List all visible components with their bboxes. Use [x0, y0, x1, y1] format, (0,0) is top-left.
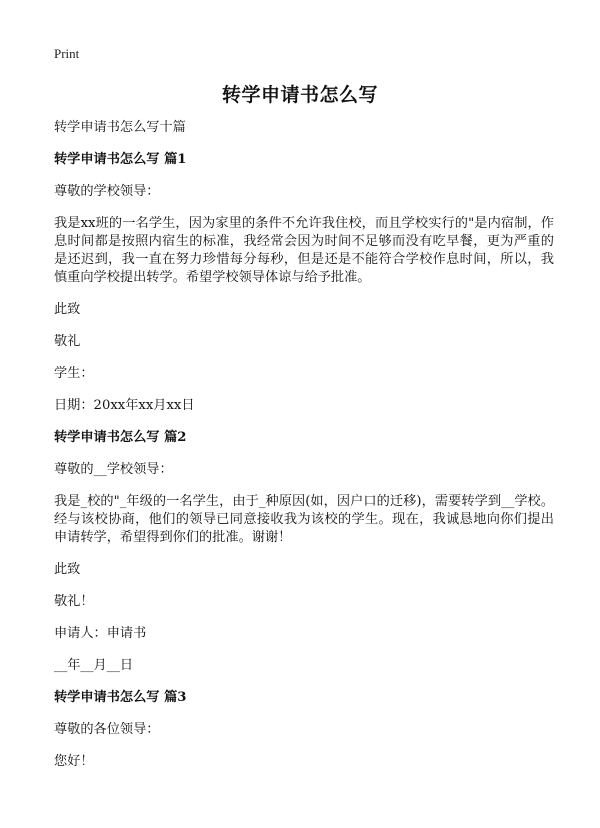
section-2-closing-1: 此致 [54, 562, 81, 577]
section-1-closing-1: 此致 [54, 302, 81, 317]
section-heading-3: 转学申请书怎么写 篇3 [54, 690, 187, 705]
section-2-date: __年__月__日 [54, 658, 134, 673]
section-1-body: 我是xx班的一名学生，因为家里的条件不允许我住校，而且学校实行的"是内宿制，作息时间都是按照内宿生的标准，我经常会因为时间不足够而没有吃早餐，更为严重的是还迟到，我一直在努力珍惜每分每秒，但是还是不能符合学校作息时间，所以，我慎重向学校提出转学。希望学校领导体谅与给予批准。 [54, 216, 554, 285]
document-content [54, 119, 554, 785]
section-heading-1: 转学申请书怎么写 篇1 [54, 152, 187, 167]
section-1-closing-2: 敬礼 [54, 334, 81, 349]
document-subtitle: 转学申请书怎么写十篇 [54, 120, 186, 135]
section-3-body: 您好！ [54, 754, 94, 769]
section-2-closing-2: 敬礼！ [54, 594, 94, 609]
section-heading-2: 转学申请书怎么写 篇2 [54, 430, 187, 445]
section-1-greeting: 尊敬的学校领导： [54, 184, 160, 199]
section-2-body: 我是_校的"_年级的一名学生，由于_种原因(如，因户口的迁移)，需要转学到__学校。经与该校协商，他们的领导已同意接收我为该校的学生。现在，我诚恳地向你们提出申请转学，希望得到你们的批准。谢谢！ [54, 494, 554, 545]
section-2-signature: 申请人：申请书 [54, 626, 147, 641]
section-1-date: 日期：20xx年xx月xx日 [54, 398, 195, 413]
print-link[interactable]: Print [54, 46, 80, 61]
page-title: 转学申请书怎么写 [221, 84, 378, 106]
section-3-greeting: 尊敬的各位领导： [54, 722, 160, 737]
section-1-signature: 学生： [54, 366, 94, 381]
section-2-greeting: 尊敬的__学校领导： [54, 462, 173, 477]
